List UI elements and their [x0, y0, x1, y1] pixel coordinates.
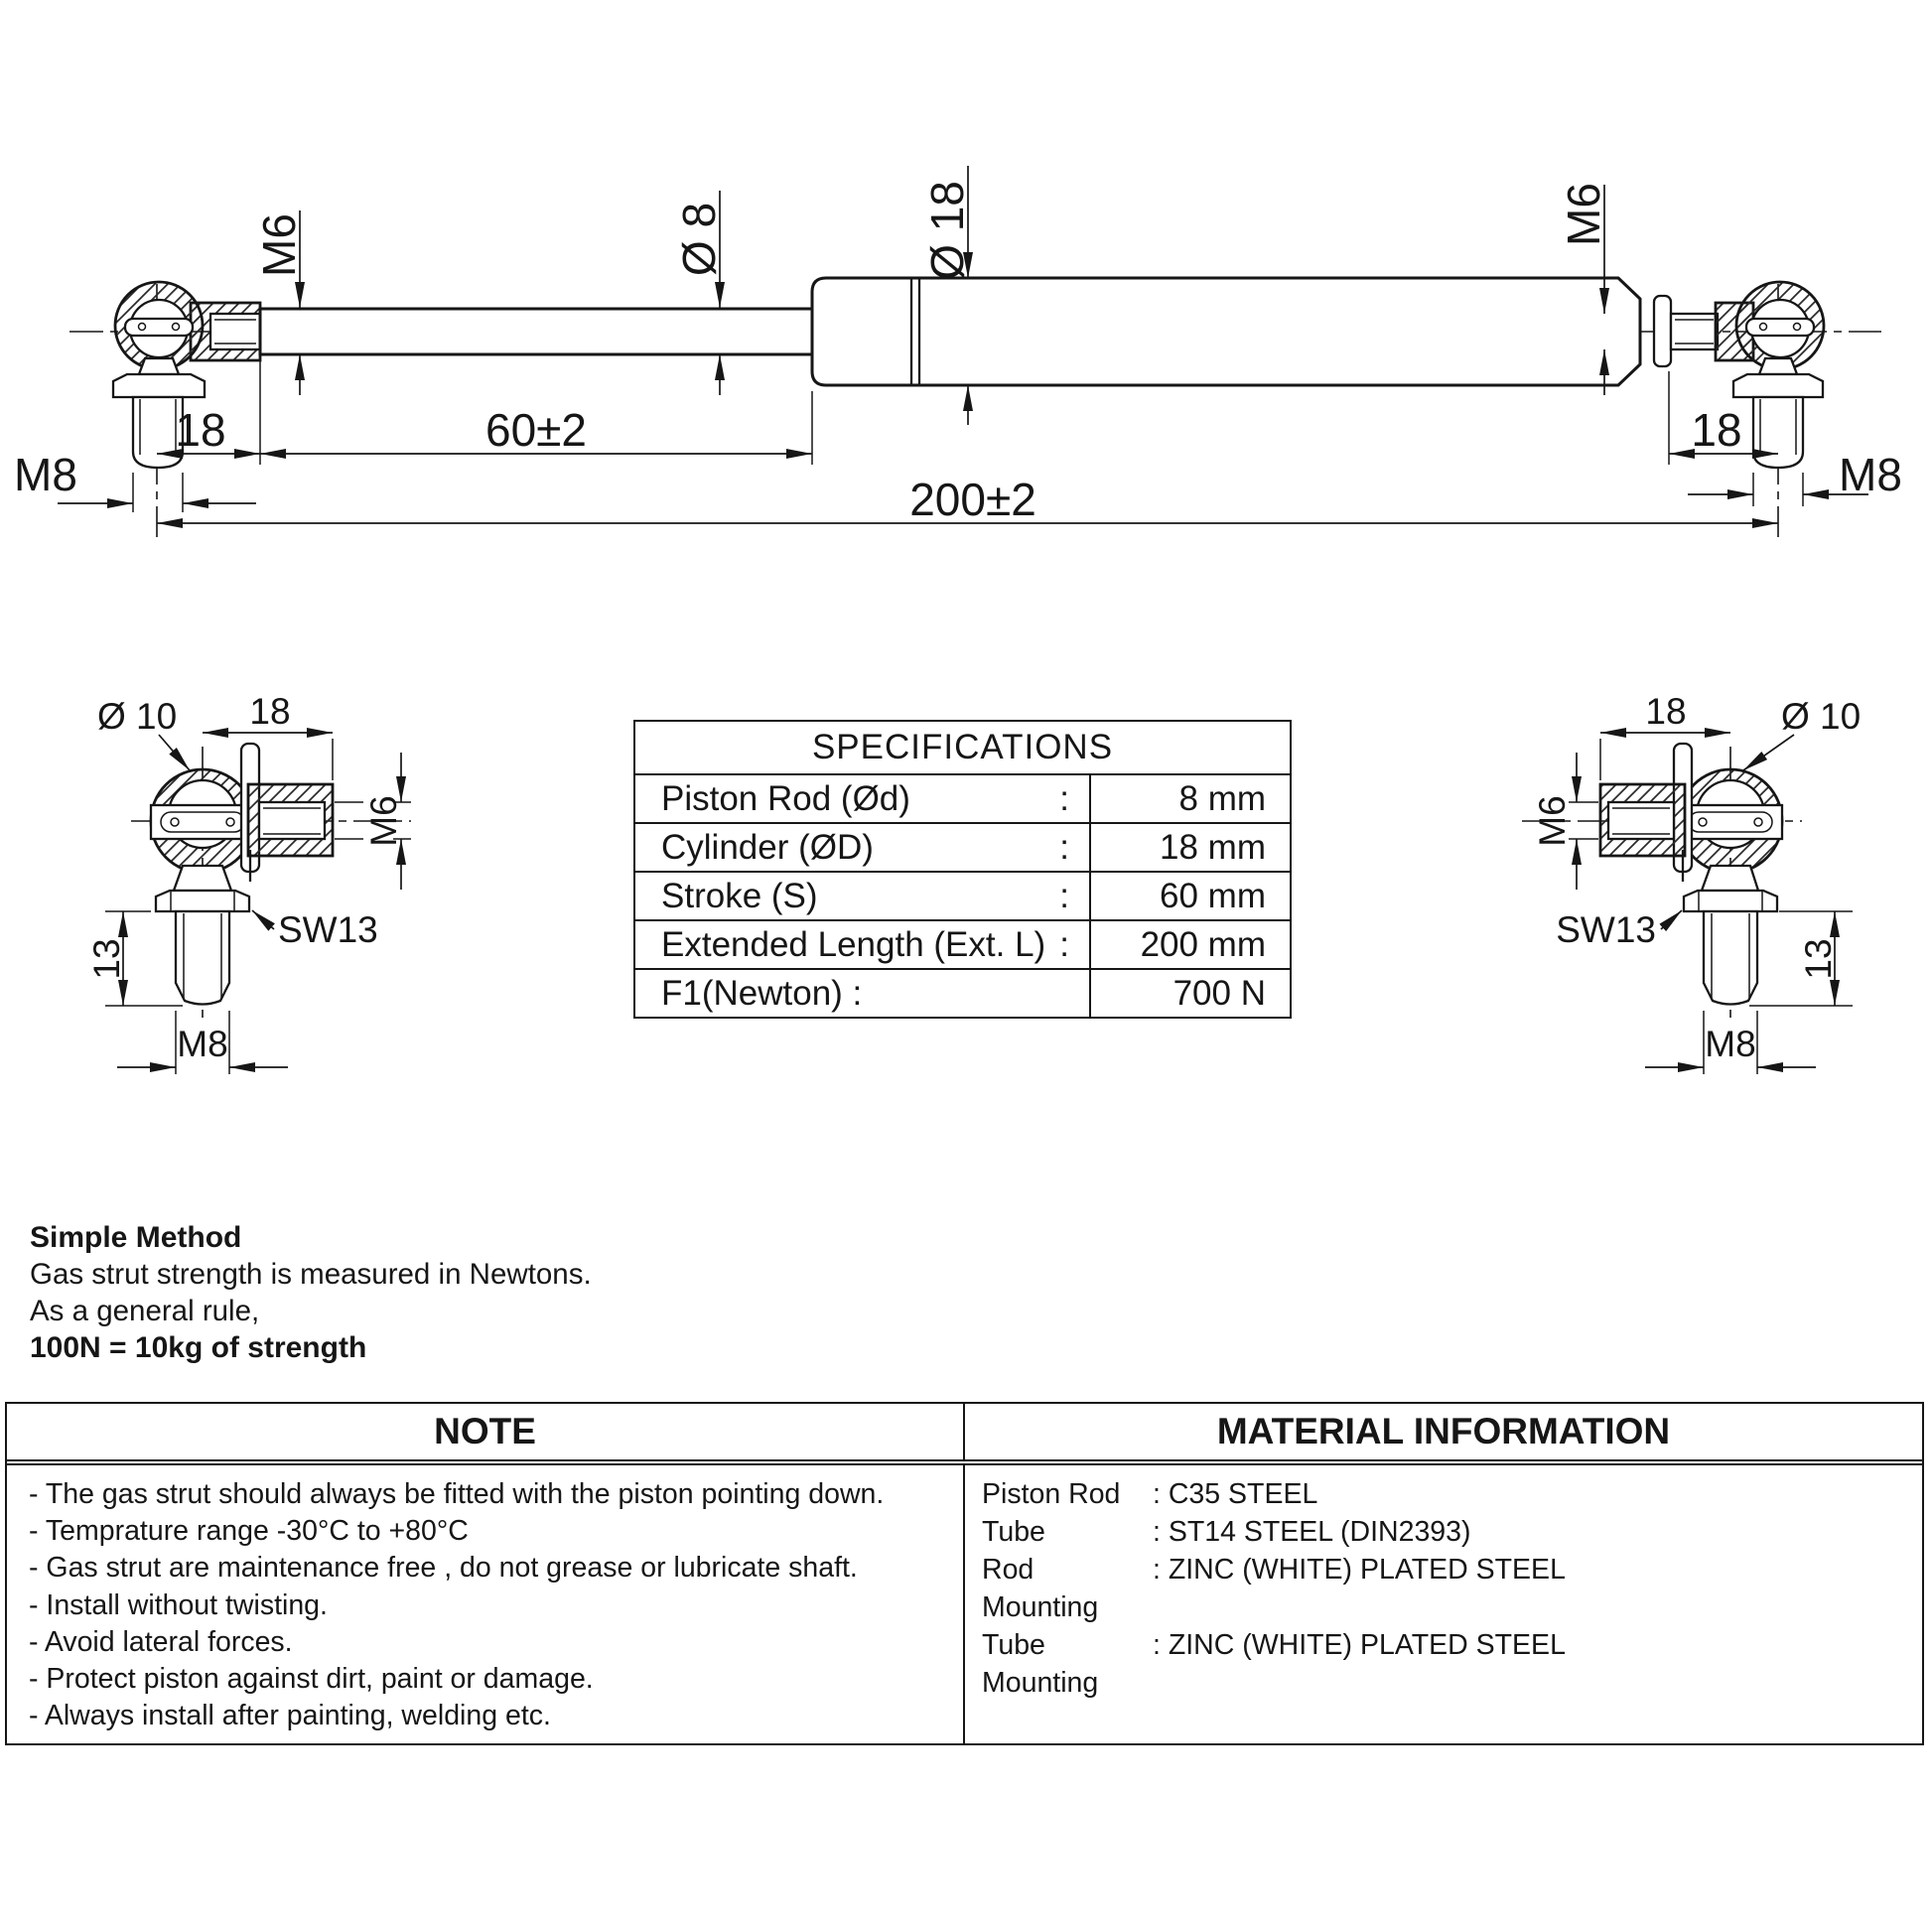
note-material-table [5, 1402, 1924, 1745]
note-list [7, 1465, 965, 1743]
detail-left-m6: M6 [363, 795, 404, 847]
label-stroke: 60±2 [485, 404, 587, 456]
detail-view-right [1522, 691, 1861, 1074]
right-stud-neck [1759, 358, 1797, 374]
detail-left-flange [156, 891, 249, 911]
left-stud-neck [139, 358, 179, 374]
specifications-table [633, 720, 1292, 1019]
label-m8-left: M8 [14, 449, 77, 500]
spec-colon: : [1059, 778, 1069, 818]
table-row [635, 921, 1290, 970]
label-dia8: Ø 8 [673, 202, 725, 277]
note-item: - Always install after painting, welding etc. [29, 1700, 551, 1732]
left-slot [125, 319, 193, 336]
right-slot [1746, 319, 1814, 336]
table-row [635, 824, 1290, 873]
note-item: - Gas strut are maintenance free , do not grease or lubricate shaft. [29, 1552, 858, 1585]
table-row [635, 970, 1290, 1017]
spec-label: Extended Length (Ext. L) [661, 924, 1046, 964]
detail-right-13: 13 [1798, 938, 1839, 980]
spec-value: 200 mm [1140, 924, 1266, 964]
detail-right-m8: M8 [1705, 1024, 1756, 1064]
material-label: Tube Mounting [982, 1629, 1099, 1699]
simple-method-line: As a general rule, [30, 1295, 260, 1327]
piston-rod [260, 309, 812, 354]
label-m8-right: M8 [1839, 449, 1902, 500]
simple-method-heading: Simple Method [30, 1221, 242, 1254]
material-row [982, 1513, 1922, 1551]
detail-left-13: 13 [86, 938, 127, 980]
label-total-length: 200±2 [909, 474, 1036, 525]
material-title: MATERIAL INFORMATION [1216, 1411, 1671, 1451]
label-m6-left: M6 [253, 213, 305, 277]
material-value: : ST14 STEEL (DIN2393) [1153, 1516, 1471, 1548]
material-value: : C35 STEEL [1153, 1478, 1318, 1510]
cylinder-tube [812, 278, 1640, 385]
detail-right-neck [1702, 866, 1758, 891]
detail-right-18: 18 [1645, 691, 1687, 732]
right-stud-flange [1733, 374, 1823, 397]
spec-colon: : [1059, 827, 1069, 867]
note-title: NOTE [7, 1404, 965, 1459]
spec-label: Stroke (S) [661, 876, 818, 915]
material-list [965, 1465, 1922, 1743]
table-row [635, 775, 1290, 824]
main-view [14, 166, 1902, 537]
note-item: - Temprature range -30°C to +80°C [29, 1515, 469, 1548]
detail-left-slot-band [151, 805, 254, 839]
spec-value: 18 mm [1160, 827, 1266, 867]
material-row [982, 1475, 1922, 1513]
material-value: : ZINC (WHITE) PLATED STEEL [1153, 1629, 1566, 1661]
specifications-title: SPECIFICATIONS [635, 722, 1290, 775]
note-item: - Protect piston against dirt, paint or damage. [29, 1663, 594, 1696]
label-dia18: Ø 18 [921, 181, 973, 280]
spec-colon: : [1059, 876, 1069, 915]
detail-left-m8: M8 [177, 1024, 228, 1064]
detail-left-neck [174, 866, 231, 891]
simple-method-emphasis: 100N = 10kg of strength [30, 1331, 367, 1364]
right-ring [1654, 296, 1671, 366]
label-18-left: 18 [175, 404, 226, 456]
spec-value: 700 N [1173, 973, 1266, 1013]
spec-label: Piston Rod (Ød) [661, 778, 910, 818]
label-18-right: 18 [1691, 404, 1742, 456]
detail-left-18: 18 [249, 691, 291, 732]
left-stud-flange [113, 374, 205, 397]
table-row [635, 873, 1290, 921]
tube-body [812, 278, 1640, 385]
spec-colon: : [1059, 924, 1069, 964]
detail-right-dimensions [1532, 691, 1861, 1074]
material-label: Tube [982, 1516, 1045, 1548]
material-value: : ZINC (WHITE) PLATED STEEL [1153, 1554, 1566, 1586]
detail-view-left [86, 691, 411, 1074]
material-label: Rod Mounting [982, 1554, 1099, 1623]
spec-value: 8 mm [1178, 778, 1266, 818]
material-row [982, 1551, 1922, 1626]
detail-left-sw13: SW13 [278, 909, 378, 950]
detail-left-dia10: Ø 10 [97, 696, 178, 737]
material-row [982, 1626, 1922, 1702]
simple-method-line: Gas strut strength is measured in Newtons. [30, 1258, 592, 1291]
label-m6-right: M6 [1558, 183, 1609, 246]
detail-right-m6: M6 [1532, 795, 1573, 847]
note-item: - The gas strut should always be fitted with the piston pointing down. [29, 1478, 885, 1510]
spec-label: Cylinder (ØD) [661, 827, 874, 867]
note-item: - Avoid lateral forces. [29, 1625, 293, 1658]
material-label: Piston Rod [982, 1478, 1121, 1510]
detail-right-dia10: Ø 10 [1781, 696, 1862, 737]
detail-right-slot-band [1679, 805, 1782, 839]
spec-label: F1(Newton) : [661, 973, 863, 1013]
note-item: - Install without twisting. [29, 1588, 328, 1621]
detail-right-flange [1684, 891, 1777, 911]
detail-right-sw13: SW13 [1556, 909, 1656, 950]
spec-value: 60 mm [1160, 876, 1266, 915]
simple-method-block [30, 1219, 592, 1366]
